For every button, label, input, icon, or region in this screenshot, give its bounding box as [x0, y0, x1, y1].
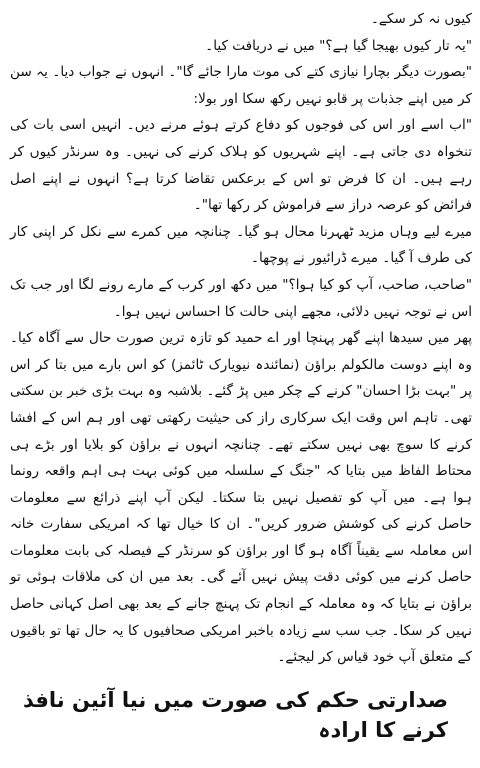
paragraph: کیوں نہ کر سکے۔ — [370, 11, 472, 27]
section-heading: صدارتی حکم کی صورت میں نیا آئین نافذ کرنے کا ارادہ — [23, 687, 448, 742]
paragraph: "صاحب، صاحب، آپ کو کیا ہوا؟" میں دکھ اور کرب کے مارے رونے لگا اور جب تک اس نے توجہ نہیں دلائی، مجھے اپنی حالت کا احساس نہیں ہوا۔ — [10, 276, 472, 320]
paragraph: "اب اسے اور اس کی فوجوں کو دفاع کرتے ہوئے مرنے دیں۔ انہیں اسی بات کی تنخواہ دی جاتی ہے۔ اپنے شہریوں کو ہلاک کرنے کی نہیں۔ وہ سرنڈر کیوں کر رہے ہیں۔ ان کا فرض تو اس کے برعکس تقاضا کرتا ہے؟ انہوں نے اپنے اصل فرائض کو عرصہ دراز سے فراموش کر رکھا تھا"۔ — [10, 117, 472, 214]
paragraph: "بصورت دیگر بچارا نیازی کتے کی موت مارا جائے گا"۔ انہوں نے جواب دیا۔ یہ سن کر میں اپنے جذبات پر قابو نہیں رکھ سکا اور بولا: — [10, 64, 472, 107]
paragraph: پھر میں سیدھا اپنے گھر پہنچا اور اے حمید کو تازہ ترین صورت حال سے آگاہ کیا۔ وہ اپنے دوست مالکولم براؤن (نمائندہ نیویارک ٹائمز) کو اس بارے میں بتا کر اس پر "بہت بڑا احسان" کرنے کے چکر میں پڑ گئے۔ بلاشبہ وہ بہت بڑی خبر بن سکتی تھی۔ تاہم اس وقت ایک سرکاری راز کی حیثیت رکھتی تھی اور ہم اس کے افشا کرنے کا سوچ بھی نہیں سکتے تھے۔ چنانچہ انہوں نے براؤن کو بلایا اور بڑے ہی محتاط الفاظ میں بتایا کہ "جنگ کے سلسلہ میں کوئی بہت ہی اہم واقعہ رونما ہوا ہے۔ میں آپ کو تفصیل نہیں بتا سکتا۔ لیکن آپ اپنے ذرائع سے معلومات حاصل کرنے کی کوشش ضرور کریں"۔ ان کا خیال تھا کہ امریکی سفارت خانہ اس معاملہ سے یقیناً آگاہ ہو گا اور براؤن کو سرنڈر کے فیصلہ کی بابت معلومات حاصل کرنے میں کوئی دقت پیش نہیں آئے گی۔ بعد میں ان کی ملاقات ہوئی تو براؤن نے بتایا کہ وہ معاملہ کے انجام تک پہنچ جانے کے بعد بھی اصل کہانی حاصل نہیں کر سکا۔ جب سب سے زیادہ باخبر امریکی صحافیوں کا یہ حال تھا تو باقیوں کے متعلق آپ خود قیاس کر لیجئے۔ — [10, 330, 472, 666]
paragraph: "یہ تار کیوں بھیجا گیا ہے؟" میں نے دریافت کیا۔ — [205, 37, 472, 54]
paragraph: میرے لیے وہاں مزید ٹھہرنا محال ہو گیا۔ چنانچہ میں کمرے سے نکل کر اپنی کار کی طرف آ گیا۔ میرے ڈرائیور نے پوچھا۔ — [10, 223, 472, 267]
